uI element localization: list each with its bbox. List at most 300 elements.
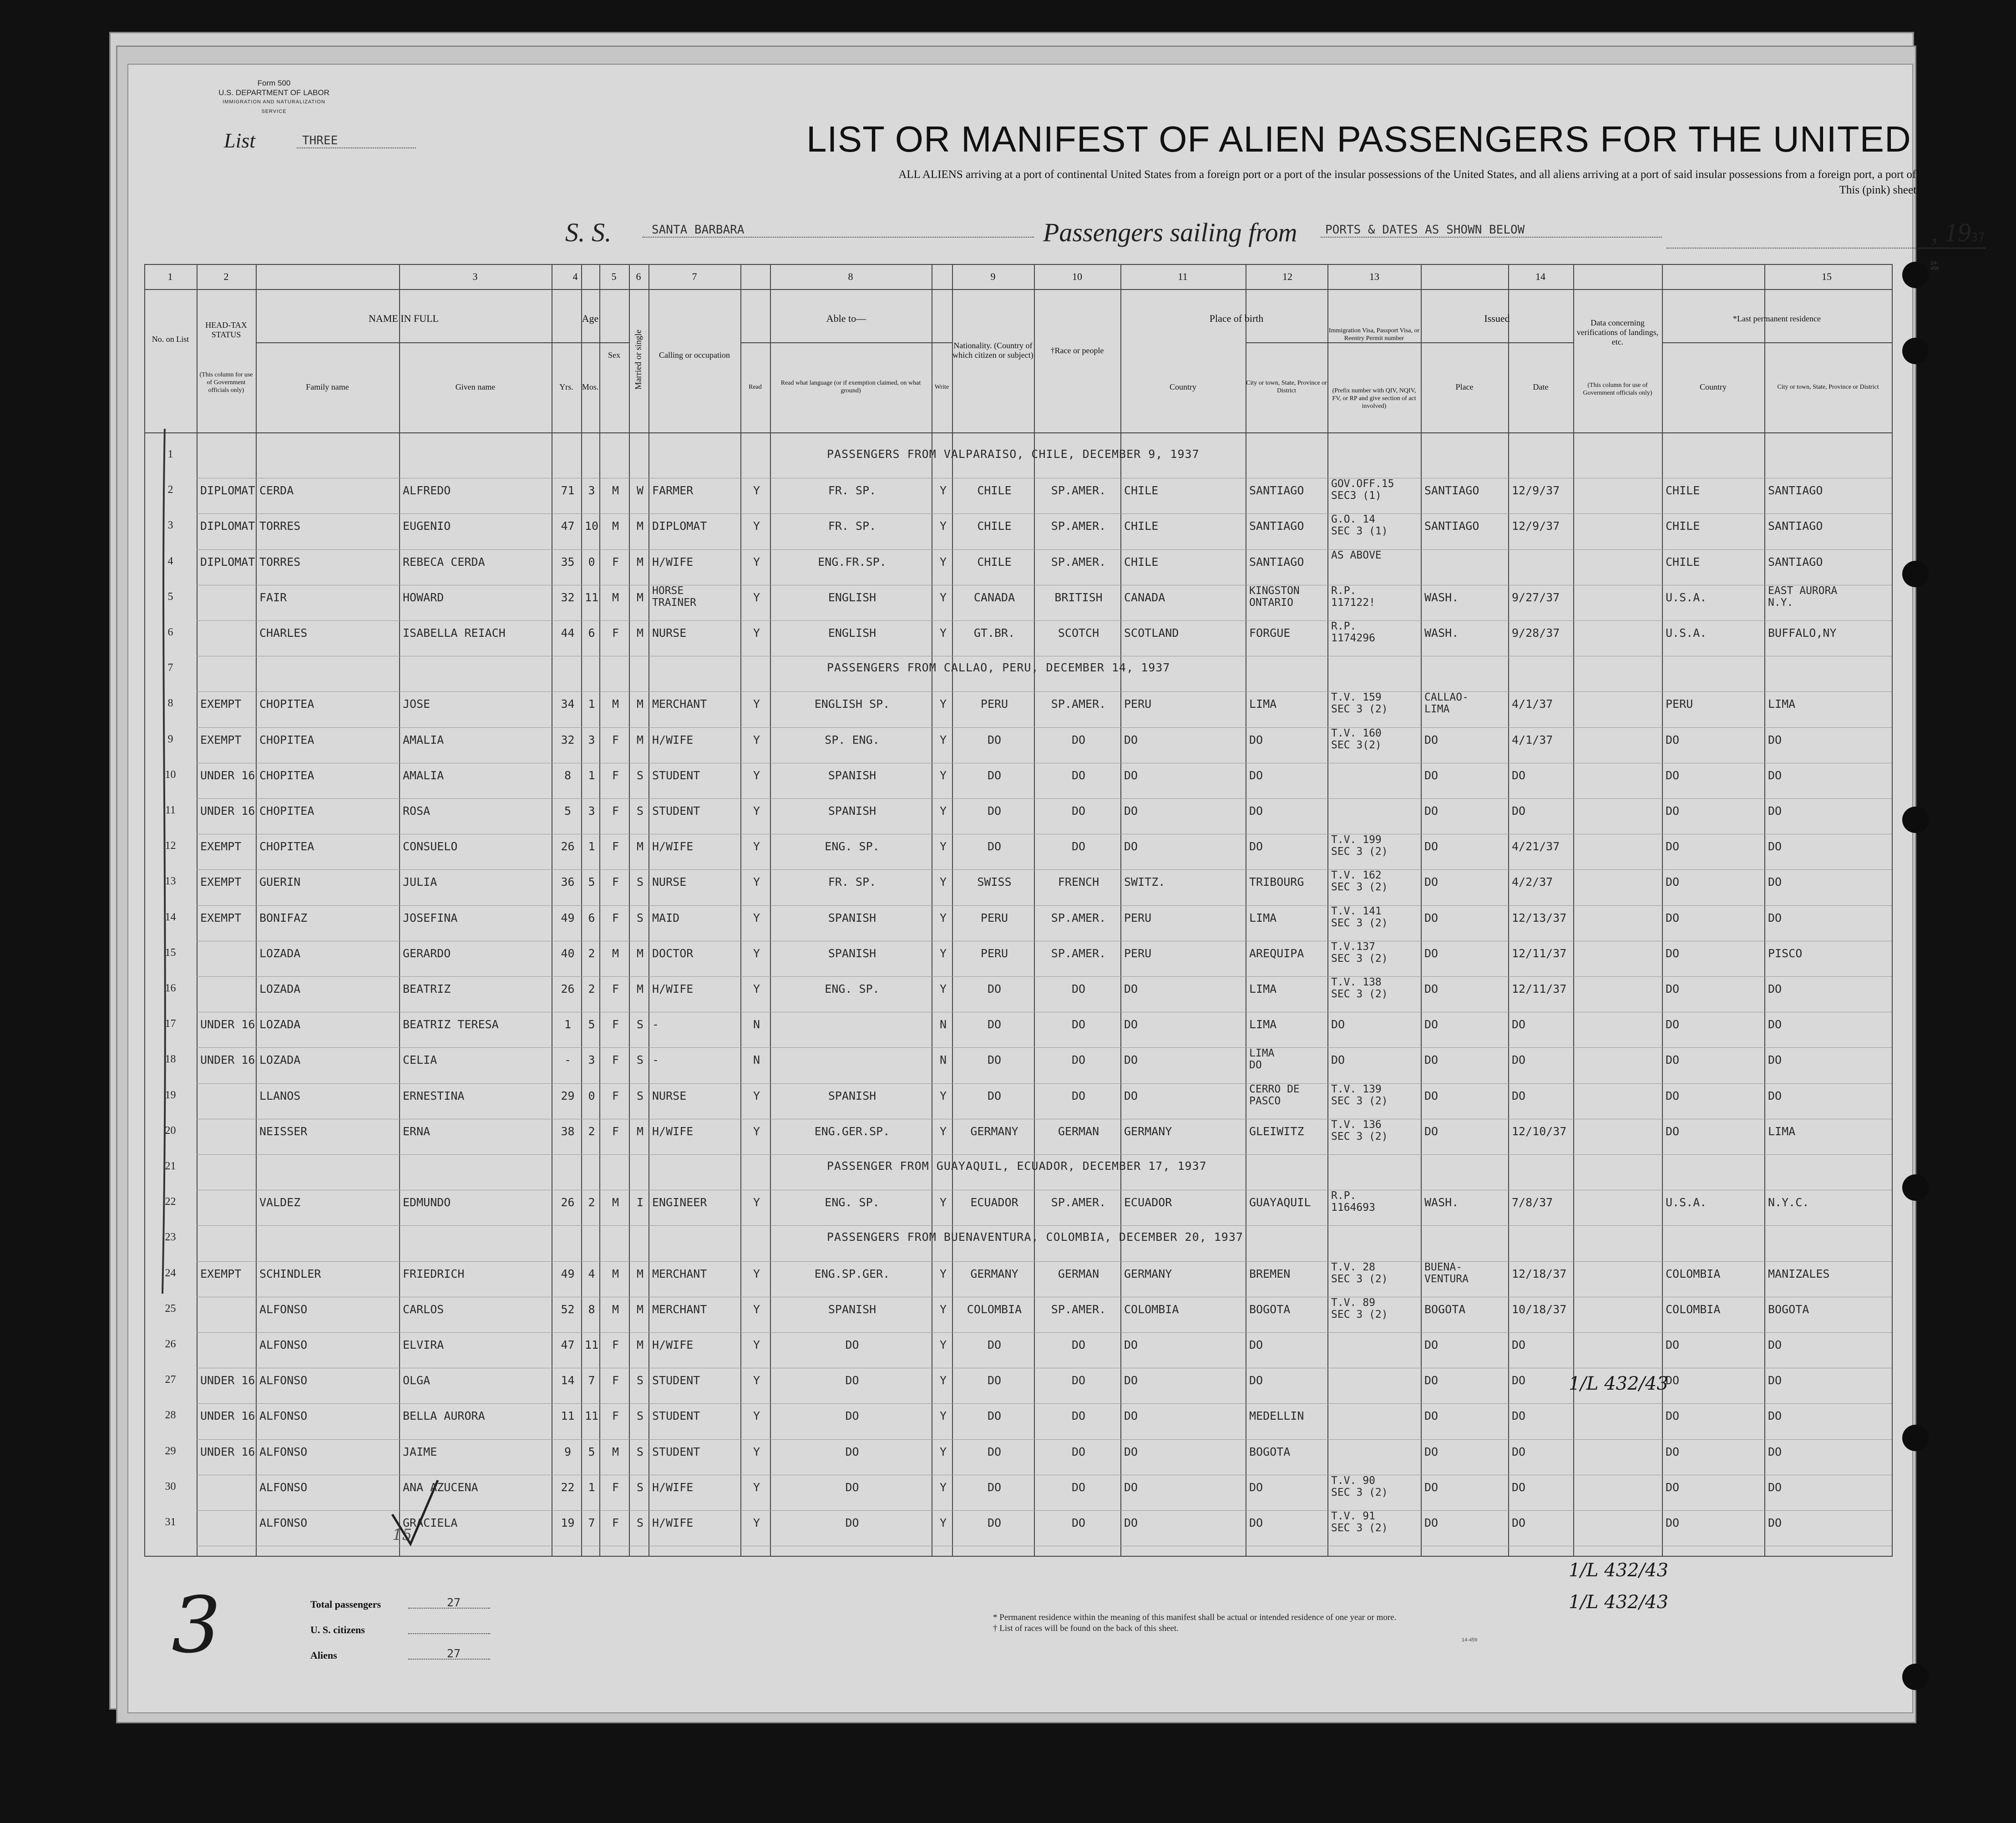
cell-iplace: DO	[1424, 1053, 1439, 1067]
cell-idate: 12/11/37	[1512, 946, 1567, 960]
cell-family: BONIFAZ	[259, 911, 308, 924]
row-number: 20	[165, 1124, 176, 1137]
cell-read: Y	[753, 1267, 760, 1280]
cell-lang: DO	[845, 1445, 859, 1458]
cell-family: LOZADA	[259, 1018, 301, 1031]
cell-bcountry: PERU	[1124, 946, 1152, 960]
cell-nat: CHILE	[977, 484, 1012, 498]
cell-read: Y	[753, 555, 760, 569]
header-family-name: Family name	[306, 382, 349, 391]
header-occupation: Calling or occupation	[659, 350, 730, 360]
cell-occ: H/WIFE	[652, 1338, 694, 1351]
cell-occ: H/WIFE	[652, 1124, 694, 1138]
cell-given: OLGA	[403, 1374, 431, 1387]
cell-write: Y	[939, 982, 947, 995]
cell-bcountry: PERU	[1124, 697, 1152, 711]
cell-read: Y	[753, 519, 760, 533]
form-code-bottom: 14-459	[1462, 1637, 1478, 1643]
cell-iplace: DO	[1424, 1445, 1439, 1458]
cell-write: Y	[939, 1124, 947, 1138]
cell-yrs: 40	[561, 946, 575, 960]
cell-sex: F	[612, 875, 619, 889]
cell-tax: EXEMPT	[200, 1267, 242, 1280]
cell-race: DO	[1071, 1338, 1086, 1351]
cell-visa-line2: SEC3 (1)	[1331, 490, 1382, 502]
cell-mos: 4	[588, 1267, 595, 1280]
cell-iplace: SANTIAGO	[1424, 519, 1479, 533]
header-issued-date: Date	[1533, 382, 1549, 391]
cell-iplace: BOGOTA	[1424, 1302, 1466, 1316]
cell-write: Y	[939, 519, 947, 533]
cell-mos: 6	[588, 911, 595, 924]
cell-visa-line2: SEC 3 (2)	[1331, 1486, 1388, 1498]
cell-rcountry: COLOMBIA	[1666, 1302, 1721, 1316]
cell-bcountry: DO	[1124, 1053, 1138, 1067]
cell-visa: T.V. 139	[1331, 1083, 1382, 1095]
cell-mos: 5	[588, 1445, 595, 1458]
cell-read: Y	[753, 626, 760, 640]
cell-occ: H/WIFE	[652, 1480, 694, 1494]
cell-sex: F	[612, 911, 619, 924]
section-heading: PASSENGERS FROM CALLAO, PERU, DECEMBER 14, 1937	[827, 661, 1170, 675]
cell-iplace: DO	[1424, 733, 1439, 746]
cell-given: BEATRIZ TERESA	[403, 1018, 499, 1031]
cell-nat: DO	[987, 1089, 1002, 1102]
row-number: 29	[165, 1445, 176, 1457]
cell-ms: S	[636, 768, 644, 782]
cell-rcountry: DO	[1666, 1374, 1680, 1387]
cell-visa: T.V. 28	[1331, 1261, 1375, 1273]
cell-visa: T.V.137	[1331, 940, 1375, 953]
cell-ms: S	[636, 1480, 644, 1494]
cell-iplace: DO	[1424, 1516, 1439, 1529]
cell-nat: DO	[987, 768, 1002, 782]
cell-yrs: 32	[561, 590, 575, 604]
cell-nat: GT.BR.	[973, 626, 1015, 640]
cell-visa-line2: SEC 3 (2)	[1331, 703, 1388, 716]
header-read: Read	[749, 383, 762, 391]
cell-yrs: 5	[564, 804, 572, 818]
cell-lang: DO	[845, 1338, 859, 1351]
cell-read: Y	[753, 982, 760, 995]
cell-family: GUERIN	[259, 875, 301, 889]
cell-ms: M	[636, 590, 644, 604]
cell-occ: DIPLOMAT	[652, 519, 707, 533]
cell-bcountry: DO	[1124, 1018, 1138, 1031]
cell-visa-line2: SEC 3 (2)	[1331, 1308, 1388, 1320]
cell-read: Y	[753, 946, 760, 960]
cell-family: FAIR	[259, 590, 287, 604]
cell-nat: GERMANY	[970, 1124, 1018, 1138]
column-number: 15	[1822, 271, 1832, 282]
cell-ms: M	[636, 733, 644, 746]
cell-lang: ENG. SP.	[825, 840, 880, 853]
cell-occ: HORSE	[652, 584, 684, 597]
cell-race: FRENCH	[1058, 875, 1099, 889]
cell-write: Y	[939, 1374, 947, 1387]
cell-rcity: SANTIAGO	[1768, 519, 1823, 533]
cell-visa-line2: 1164693	[1331, 1202, 1375, 1214]
cell-visa-line2: SEC 3 (2)	[1331, 1130, 1388, 1143]
cell-yrs: 29	[561, 1089, 575, 1102]
cell-idate: DO	[1512, 1374, 1526, 1387]
header-birth-city: City or town, State, Province or District	[1246, 380, 1327, 394]
cell-bcountry: COLOMBIA	[1124, 1302, 1179, 1316]
row-number: 22	[165, 1196, 176, 1208]
cell-sex: F	[612, 1089, 619, 1102]
row-number: 7	[167, 662, 173, 674]
cell-given: ERNA	[403, 1124, 431, 1138]
cell-write: Y	[939, 911, 947, 924]
cell-rcity: DO	[1768, 1445, 1782, 1458]
cell-family: CHOPITEA	[259, 697, 314, 711]
cell-family: ALFONSO	[259, 1480, 308, 1494]
cell-rcity: DO	[1768, 1089, 1782, 1102]
cell-read: Y	[753, 1089, 760, 1102]
header-yrs: Yrs.	[559, 382, 573, 391]
cell-idate: 4/21/37	[1512, 840, 1560, 853]
cell-idate: DO	[1512, 1480, 1526, 1494]
cell-rcity: DO	[1768, 1338, 1782, 1351]
cell-rcity: DO	[1768, 1480, 1782, 1494]
cell-race: DO	[1071, 1516, 1086, 1529]
cell-rcity: LIMA	[1768, 697, 1796, 711]
cell-idate: 12/13/37	[1512, 911, 1567, 924]
cell-rcity: DO	[1768, 1053, 1782, 1067]
cell-visa: T.V. 159	[1331, 691, 1382, 704]
cell-rcity: MANIZALES	[1768, 1267, 1830, 1280]
manifest-sheet	[127, 64, 2003, 1713]
cell-rcity: DO	[1768, 1409, 1782, 1423]
header-head-tax-note: (This column for use of Government officials only)	[199, 371, 253, 394]
cell-rcity: DO	[1768, 840, 1782, 853]
cell-nat: DO	[987, 1053, 1002, 1067]
cell-race: DO	[1071, 1374, 1086, 1387]
cell-bcountry: SCOTLAND	[1124, 626, 1179, 640]
cell-visa-line2: SEC 3 (2)	[1331, 952, 1388, 965]
ship-name: SANTA BARBARA	[643, 223, 1034, 238]
cell-visa: T.V. 162	[1331, 869, 1382, 882]
year-value: 37	[1970, 231, 1985, 244]
cell-sex: M	[612, 1445, 619, 1458]
cell-yrs: 38	[561, 1124, 575, 1138]
cell-write: Y	[939, 1480, 947, 1494]
cell-race: SP.AMER.	[1051, 1302, 1106, 1316]
cell-sex: M	[612, 1302, 619, 1316]
column-number: 1	[167, 271, 173, 282]
cell-iplace: DO	[1424, 946, 1439, 960]
header-race: †Race or people	[1050, 345, 1104, 355]
cell-idate: 12/11/37	[1512, 982, 1567, 995]
cell-given: ELVIRA	[403, 1338, 444, 1351]
cell-write: Y	[939, 1445, 947, 1458]
cell-tax: UNDER 16	[200, 1053, 255, 1067]
cell-bcity: DO	[1249, 1338, 1263, 1351]
cell-sex: M	[612, 484, 619, 498]
cell-mos: 11	[585, 1338, 599, 1351]
cell-race: DO	[1071, 1053, 1086, 1067]
cell-read: Y	[753, 1374, 760, 1387]
row-number: 13	[165, 875, 176, 888]
cell-given: JOSEFINA	[403, 911, 458, 924]
header-place-of-birth: Place of birth	[1209, 313, 1264, 324]
cell-ms: S	[636, 1409, 644, 1423]
cell-given: CONSUELO	[403, 840, 458, 853]
punch-hole	[1902, 1174, 1929, 1201]
cell-lang: SP. ENG.	[825, 733, 880, 746]
cell-iplace: WASH.	[1424, 626, 1459, 640]
cell-occ: MERCHANT	[652, 1302, 707, 1316]
cell-yrs: 47	[561, 1338, 575, 1351]
cell-given: HOWARD	[403, 590, 444, 604]
row-number: 24	[165, 1267, 176, 1279]
cell-bcity: AREQUIPA	[1249, 946, 1304, 960]
cell-idate: 12/9/37	[1512, 519, 1560, 533]
cell-write: Y	[939, 1196, 947, 1209]
cell-given: CELIA	[403, 1053, 437, 1067]
cell-iplace: DO	[1424, 1409, 1439, 1423]
cell-occ: NURSE	[652, 626, 687, 640]
cell-mos: 3	[588, 733, 595, 746]
citizens-label: U. S. citizens	[310, 1624, 365, 1635]
cell-yrs: 52	[561, 1302, 575, 1316]
cell-yrs: 36	[561, 875, 575, 889]
cell-sex: F	[612, 804, 619, 818]
cell-yrs: 44	[561, 626, 575, 640]
cell-nat: PERU	[980, 911, 1008, 924]
handwritten-mark: 15	[392, 1526, 412, 1544]
handwritten-verification: 1/L 432/43	[1569, 1592, 1668, 1613]
cell-nat: DO	[987, 1338, 1002, 1351]
subtitle-2: This (pink) sheet is for the listing of	[1839, 184, 2003, 196]
cell-idate: 9/28/37	[1512, 626, 1560, 640]
cell-idate: 10/18/37	[1512, 1302, 1567, 1316]
cell-race: DO	[1071, 1018, 1086, 1031]
cell-read: Y	[753, 697, 760, 711]
row-number: 19	[165, 1089, 176, 1101]
cell-occ: H/WIFE	[652, 840, 694, 853]
cell-nat: DO	[987, 1409, 1002, 1423]
cell-rcountry: DO	[1666, 911, 1680, 924]
cell-occ: STUDENT	[652, 1409, 700, 1423]
column-number: 8	[848, 271, 853, 282]
cell-family: ALFONSO	[259, 1338, 308, 1351]
cell-rcity: DO	[1768, 768, 1782, 782]
cell-lang: DO	[845, 1480, 859, 1494]
cell-mos: 10	[585, 519, 599, 533]
header-residence-country: Country	[1699, 382, 1727, 391]
cell-bcity: SANTIAGO	[1249, 555, 1304, 569]
column-number: 9	[990, 271, 996, 282]
cell-ms: M	[636, 946, 644, 960]
cell-ms: S	[636, 875, 644, 889]
cell-write: N	[939, 1053, 947, 1067]
cell-rcountry: DO	[1666, 840, 1680, 853]
row-number: 2	[167, 484, 173, 496]
handwritten-verification: 1/L 432/43	[1569, 1373, 1668, 1394]
cell-tax: UNDER 16	[200, 768, 255, 782]
cell-read: Y	[753, 1409, 760, 1423]
cell-rcountry: DO	[1666, 733, 1680, 746]
cell-ms: S	[636, 1089, 644, 1102]
cell-tax: UNDER 16	[200, 1018, 255, 1031]
cell-rcountry: DO	[1666, 1089, 1680, 1102]
cell-ms: M	[636, 626, 644, 640]
cell-mos: 2	[588, 1196, 595, 1209]
cell-mos: 11	[585, 590, 599, 604]
row-number: 23	[165, 1231, 176, 1244]
header-read-language: Read what language (or if exemption claimed, on what ground)	[780, 380, 921, 394]
cell-rcountry: DO	[1666, 1018, 1680, 1031]
department: U.S. DEPARTMENT OF LABOR	[218, 88, 329, 97]
column-number: 12	[1282, 271, 1292, 282]
cell-race: SP.AMER.	[1051, 484, 1106, 498]
cell-ms: M	[636, 519, 644, 533]
cell-visa: R.P.	[1331, 620, 1357, 632]
column-number: 11	[1178, 271, 1188, 282]
cell-ms: M	[636, 1267, 644, 1280]
cell-visa: R.P.	[1331, 584, 1357, 597]
cell-write: Y	[939, 626, 947, 640]
cell-iplace: DO	[1424, 1338, 1439, 1351]
cell-race: SP.AMER.	[1051, 555, 1106, 569]
cell-nat: GERMANY	[970, 1267, 1018, 1280]
cell-write: Y	[939, 1302, 947, 1316]
row-number: 1	[167, 448, 173, 460]
cell-rcountry: U.S.A.	[1666, 590, 1707, 604]
cell-race: DO	[1071, 1445, 1086, 1458]
cell-mos: 1	[588, 768, 595, 782]
cell-sex: F	[612, 1516, 619, 1529]
cell-bcity: DO	[1249, 1516, 1263, 1529]
cell-bcountry: CANADA	[1124, 590, 1165, 604]
row-number: 18	[165, 1053, 176, 1066]
cell-read: Y	[753, 733, 760, 746]
cell-sex: F	[612, 555, 619, 569]
cell-rcity: DO	[1768, 982, 1782, 995]
cell-sex: M	[612, 1267, 619, 1280]
cell-idate: 12/10/37	[1512, 1124, 1567, 1138]
header-no-on-list: No. on List	[152, 334, 189, 344]
cell-lang: ENGLISH	[828, 626, 876, 640]
cell-lang: DO	[845, 1374, 859, 1387]
row-number: 21	[165, 1160, 176, 1172]
cell-occ: MERCHANT	[652, 697, 707, 711]
cell-sex: F	[612, 982, 619, 995]
header-sex: Sex	[608, 350, 620, 360]
cell-occ: ENGINEER	[652, 1196, 707, 1209]
cell-bcountry: DO	[1124, 1374, 1138, 1387]
cell-iplace: DO	[1424, 804, 1439, 818]
cell-lang: SPANISH	[828, 946, 876, 960]
cell-bcity: FORGUE	[1249, 626, 1291, 640]
cell-iplace: DO	[1424, 875, 1439, 889]
cell-occ: -	[652, 1018, 659, 1031]
cell-ms: M	[636, 840, 644, 853]
cell-sex: F	[612, 626, 619, 640]
cell-write: Y	[939, 555, 947, 569]
cell-read: Y	[753, 484, 760, 498]
cell-tax: UNDER 16	[200, 1409, 255, 1423]
cell-ms: M	[636, 982, 644, 995]
year-label: , 19	[1931, 218, 1971, 247]
cell-nat: COLOMBIA	[967, 1302, 1022, 1316]
cell-bcity: MEDELLIN	[1249, 1409, 1304, 1423]
cell-rcountry: DO	[1666, 1480, 1680, 1494]
cell-rcountry: DO	[1666, 946, 1680, 960]
row-number: 26	[165, 1338, 176, 1350]
cell-bcity: BOGOTA	[1249, 1302, 1291, 1316]
punch-hole	[1902, 1425, 1929, 1451]
cell-idate: DO	[1512, 1409, 1526, 1423]
cell-visa-line2: SEC 3 (2)	[1331, 881, 1388, 894]
cell-write: Y	[939, 484, 947, 498]
cell-ms: M	[636, 1338, 644, 1351]
handwritten-annotations	[128, 65, 1912, 1712]
cell-rcity: DO	[1768, 733, 1782, 746]
header-last-residence: *Last permanent residence	[1733, 314, 1821, 323]
cell-rcountry: CHILE	[1666, 555, 1700, 569]
cell-mos: 0	[588, 555, 595, 569]
cell-mos: 0	[588, 1089, 595, 1102]
total-label: Total passengers	[310, 1599, 381, 1610]
aliens-value: 27	[447, 1647, 461, 1660]
header-given-name: Given name	[455, 382, 496, 391]
cell-given: GRACIELA	[403, 1516, 458, 1529]
cell-family: ALFONSO	[259, 1374, 308, 1387]
cell-yrs: 19	[561, 1516, 575, 1529]
cell-tax: EXEMPT	[200, 697, 242, 711]
cell-visa-line2: 1174296	[1331, 632, 1375, 644]
cell-race: DO	[1071, 982, 1086, 995]
sailing-value: PORTS & DATES AS SHOWN BELOW	[1321, 223, 1662, 238]
cell-race: DO	[1071, 1089, 1086, 1102]
row-number: 8	[167, 697, 173, 710]
cell-iplace: SANTIAGO	[1424, 484, 1479, 498]
cell-visa: T.V. 141	[1331, 905, 1382, 917]
cell-read: Y	[753, 1480, 760, 1494]
cell-read: N	[753, 1018, 760, 1031]
cell-iplace: CALLAO-	[1424, 691, 1469, 704]
header-write: Write	[934, 383, 949, 391]
cell-iplace: DO	[1424, 840, 1439, 853]
cell-mos: 11	[585, 1409, 599, 1423]
cell-lang: SPANISH	[828, 1089, 876, 1102]
cell-read: Y	[753, 1124, 760, 1138]
cell-given: GERARDO	[403, 946, 451, 960]
cell-write: Y	[939, 1267, 947, 1280]
header-birth-country: Country	[1169, 382, 1196, 391]
column-number: 10	[1072, 271, 1082, 282]
cell-occ: NURSE	[652, 1089, 687, 1102]
row-number: 14	[165, 911, 176, 923]
row-number: 16	[165, 982, 176, 994]
cell-bcountry: DO	[1124, 768, 1138, 782]
row-number: 11	[165, 804, 176, 816]
cell-bcity: LIMA	[1249, 911, 1277, 924]
cell-sex: F	[612, 768, 619, 782]
cell-idate: 9/27/37	[1512, 590, 1560, 604]
cell-visa: T.V. 199	[1331, 834, 1382, 846]
cell-write: Y	[939, 733, 947, 746]
cell-read: Y	[753, 1338, 760, 1351]
cell-rcity: N.Y.C.	[1768, 1196, 1809, 1209]
cell-occ-line2: TRAINER	[652, 596, 696, 609]
cell-iplace: WASH.	[1424, 590, 1459, 604]
cell-iplace: WASH.	[1424, 1196, 1459, 1209]
cell-bcity: DO	[1249, 1480, 1263, 1494]
cell-visa-line2: SEC 3 (2)	[1331, 1522, 1388, 1534]
